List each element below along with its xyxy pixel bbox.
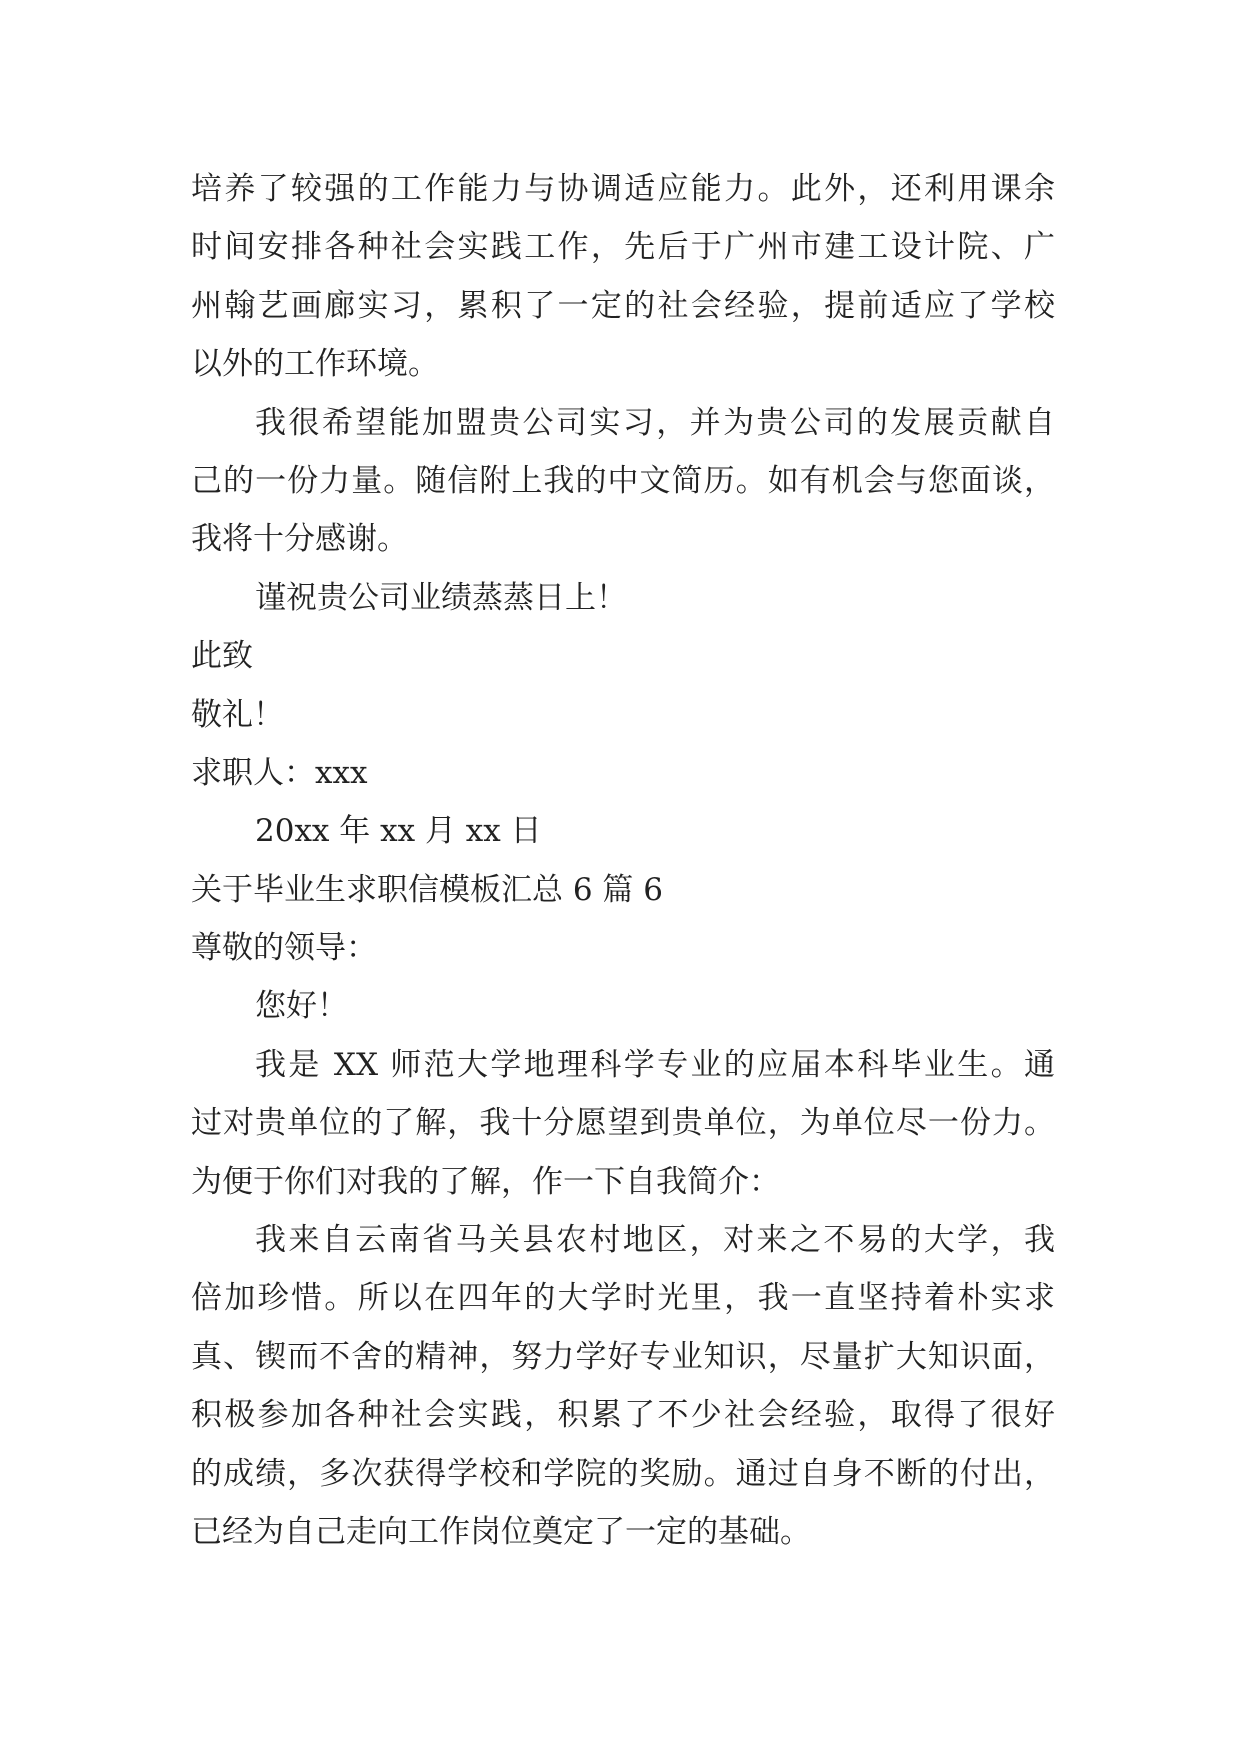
paragraph-line: 以外的工作环境。: [191, 346, 439, 383]
paragraph-line: 真、锲而不舍的精神，努力学好专业知识，尽量扩大知识面，: [191, 1338, 1055, 1375]
section-title: 关于毕业生求职信模板汇总 6 篇 6: [191, 871, 664, 908]
paragraph-line: 倍加珍惜。所以在四年的大学时光里，我一直坚持着朴实求: [191, 1280, 1055, 1317]
paragraph-line: 己的一份力量。随信附上我的中文简历。如有机会与您面谈，: [191, 462, 1055, 499]
paragraph-line: 积极参加各种社会实践，积累了不少社会经验，取得了很好: [191, 1397, 1055, 1434]
paragraph-line: 我很希望能加盟贵公司实习，并为贵公司的发展贡献自: [255, 404, 1055, 441]
paragraph-line: 我是 XX 师范大学地理科学专业的应届本科毕业生。通: [255, 1046, 1055, 1083]
letter-body: [191, 160, 1055, 1561]
salutation-cizhi: 此致: [191, 638, 253, 675]
paragraph-line: 培养了较强的工作能力与协调适应能力。此外，还利用课余: [191, 171, 1055, 207]
closing-wish: 谨祝贵公司业绩蒸蒸日上！: [255, 579, 627, 616]
paragraph-line: 为便于你们对我的了解，作一下自我简介：: [191, 1163, 780, 1200]
paragraph-line: 过对贵单位的了解，我十分愿望到贵单位，为单位尽一份力。: [191, 1105, 1055, 1142]
letter-date: 20xx 年 xx 月 xx 日: [255, 813, 542, 850]
greeting-recipient: 尊敬的领导：: [191, 930, 377, 967]
paragraph-line: 我来自云南省马关县农村地区，对来之不易的大学，我: [255, 1222, 1055, 1259]
paragraph-line: 州翰艺画廊实习，累积了一定的社会经验，提前适应了学校: [191, 287, 1055, 324]
paragraph-line: 时间安排各种社会实践工作，先后于广州市建工设计院、广: [191, 229, 1055, 266]
paragraph-line: 的成绩，多次获得学校和学院的奖励。通过自身不断的付出，: [191, 1455, 1055, 1492]
salutation-jingli: 敬礼！: [191, 696, 284, 733]
paragraph-line: 我将十分感谢。: [191, 521, 408, 558]
paragraph-line: 已经为自己走向工作岗位奠定了一定的基础。: [191, 1513, 811, 1550]
greeting-hello: 您好！: [255, 988, 348, 1025]
applicant-signature: 求职人：xxx: [191, 754, 368, 791]
